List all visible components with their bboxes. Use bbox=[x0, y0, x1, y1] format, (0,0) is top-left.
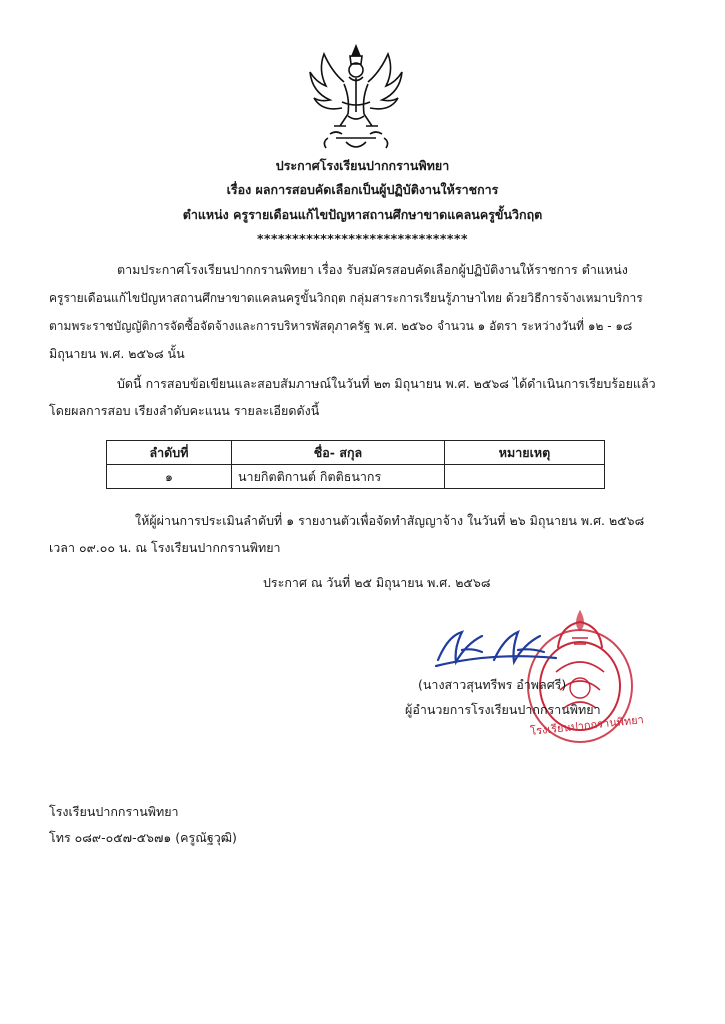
garuda-emblem-icon bbox=[306, 42, 406, 154]
result-table bbox=[106, 440, 605, 489]
signature-mark bbox=[432, 622, 562, 672]
cell-rank: ๑ bbox=[107, 465, 232, 489]
paragraph-3-line-2: เวลา ๐๙.๐๐ น. ณ โรงเรียนปากกรานพิทยา bbox=[49, 540, 281, 555]
separator-stars: ****************************** bbox=[256, 231, 469, 246]
paragraph-1-line-4: มิถุนายน พ.ศ. ๒๕๖๘ นั้น bbox=[49, 346, 185, 361]
header-remark: หมายเหตุ bbox=[445, 441, 605, 465]
announce-date: ประกาศ ณ วันที่ ๒๕ มิถุนายน พ.ศ. ๒๕๖๘ bbox=[263, 575, 491, 590]
cell-name: นายกิตติกานต์ กิตติธนากร bbox=[232, 465, 445, 489]
table-header-row bbox=[107, 441, 605, 465]
table-row bbox=[107, 465, 605, 489]
paragraph-1-line-3: ตามพระราชบัญญัติการจัดซื้อจัดจ้างและการบริหารพัสดุภาครัฐ พ.ศ. ๒๕๖๐ จำนวน ๑ อัตรา ระหว่างวันที่ ๑๒ - ๑๘ bbox=[49, 319, 633, 333]
header-rank: ลำดับที่ bbox=[107, 441, 232, 465]
signer-name: (นางสาวสุนทรีพร อำพลศรี) bbox=[418, 677, 567, 692]
footer-school: โรงเรียนปากกรานพิทยา bbox=[49, 804, 179, 819]
paragraph-3-line-1: ให้ผู้ผ่านการประเมินลำดับที่ ๑ รายงานตัวเพื่อจัดทำสัญญาจ้าง ในวันที่ ๒๖ มิถุนายน พ.ศ. ๒๕๖๘ bbox=[135, 513, 645, 528]
position-line: ตำแหน่ง ครูรายเดือนแก้ไขปัญหาสถานศึกษาขาดแคลนครูขั้นวิกฤต bbox=[182, 207, 543, 222]
footer-phone: โทร ๐๘๙-๐๕๗-๕๖๗๑ (ครูณัฐวุฒิ) bbox=[49, 830, 237, 845]
paragraph-2-line-2: โดยผลการสอบ เรียงลำดับคะแนน รายละเอียดดังนี้ bbox=[49, 403, 320, 418]
paragraph-2-line-1: บัดนี้ การสอบข้อเขียนและสอบสัมภาษณ์ในวันที่ ๒๓ มิถุนายน พ.ศ. ๒๕๖๘ ได้ดำเนินการเรียบร้อยแล้ว bbox=[117, 376, 656, 391]
cell-remark bbox=[445, 465, 605, 489]
signer-position: ผู้อำนวยการโรงเรียนปากกรานพิทยา bbox=[405, 702, 601, 717]
announcement-title: ประกาศโรงเรียนปากกรานพิทยา bbox=[275, 158, 450, 173]
paragraph-1-line-1: ตามประกาศโรงเรียนปากกรานพิทยา เรื่อง รับสมัครสอบคัดเลือกผู้ปฏิบัติงานให้ราชการ ตำแหน่ง bbox=[117, 262, 628, 277]
subject-line: เรื่อง ผลการสอบคัดเลือกเป็นผู้ปฏิบัติงานให้ราชการ bbox=[226, 182, 499, 197]
seal-text: โรงเรียนปากกรานพิทยา bbox=[529, 713, 645, 738]
header-name: ชื่อ- สกุล bbox=[232, 441, 445, 465]
paragraph-1-line-2: ครูรายเดือนแก้ไขปัญหาสถานศึกษาขาดแคลนครูขั้นวิกฤต กลุ่มสาระการเรียนรู้ภาษาไทย ด้วยวิธีการจ้างเหมาบริการ bbox=[49, 291, 643, 305]
